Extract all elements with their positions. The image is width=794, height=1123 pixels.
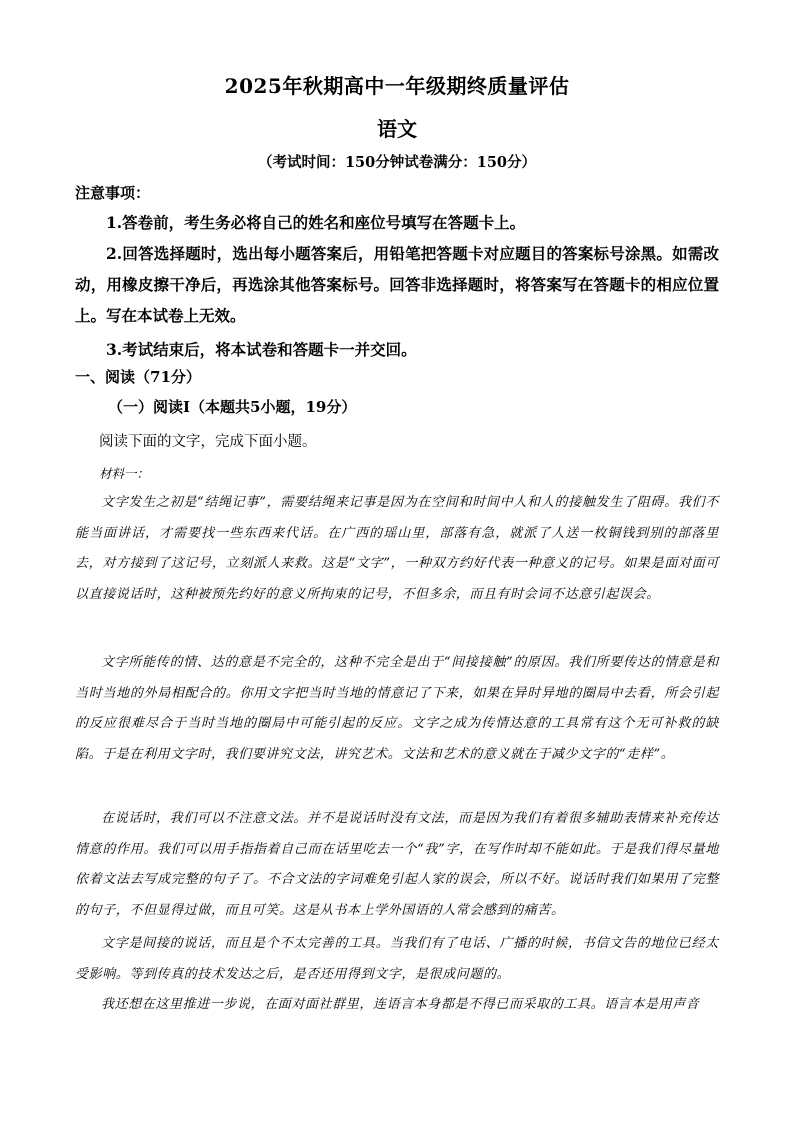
article-paragraph-5-block (75, 990, 719, 1042)
subject-title: 语文 (377, 117, 417, 141)
article-paragraph-3-block (75, 804, 719, 926)
article-paragraph: 我还想在这里推进一步说，在面对面社群里，连语言本身都是不得已而采取的工具。语言本是用声音 (101, 997, 700, 1012)
article-paragraph: 在说话时，我们可以不注意文法。并不是说话时没有文法，而是因为我们有着很多辅助表情来补充传达情意的作用。我们可以用手指指着自己而在话里吃去一个“我”字，在写作时却不能如此。于是我们得尽量地依着文法去写成完整的句子了。不合文法的字词难免引起人家的误会，所以不好。说话时我们如果用了完整的句子，不但显得过做，而且可笑。这是从书本上学外国语的人常会感到的痛苦。 (75, 811, 719, 918)
article-paragraph: 文字是间接的说话，而且是个不太完善的工具。当我们有了电话、广播的时候，书信文告的地位已经太受影响。等到传真的技术发达之后，是否还用得到文字，是很成问题的。 (75, 936, 719, 982)
material-label: 材料一： (99, 466, 150, 481)
article-paragraph-2-block (75, 648, 719, 770)
exam-title: 2025年秋期高中一年级期终质量评估 (224, 74, 570, 98)
notice-item-2-block (75, 238, 719, 331)
notice-item-3-block (75, 334, 719, 365)
notice-item: 3.考试结束后，将本试卷和答题卡一并交回。 (106, 340, 417, 359)
notice-item: 1.答卷前，考生务必将自己的姓名和座位号填写在答题卡上。 (106, 213, 526, 232)
notice-item-1-block (75, 207, 719, 238)
article-paragraph: 文字发生之初是“结绳记事”，需要结绳来记事是因为在空间和时间中人和人的接触发生了阻碍。我们不能当面讲话，才需要找一些东西来代话。在广西的瑶山里，部落有急，就派了人送一枚铜钱到别的部落里去，对方接到了这记号，立刻派人来救。这是“文字”，一种双方约好代表一种意义的记号。如果是面对面可以直接说话时，这种被预先约好的意义所拘束的记号，不但多余，而且有时会词不达意引起误会。 (75, 495, 719, 602)
article-paragraph-4-block (75, 929, 719, 990)
section-heading: 一、阅读（71分） (75, 368, 201, 386)
subsection-heading: （一）阅读Ⅰ（本题共5小题，19分） (108, 398, 357, 416)
article-paragraph-1-block (75, 488, 719, 610)
article-paragraph: 文字所能传的情、达的意是不完全的，这种不完全是出于“间接接触”的原因。我们所要传达的情意是和当时当地的外局相配合的。你用文字把当时当地的情意记了下来，如果在异时异地的圈局中去看，所会引起的反应很难尽合于当时当地的圈局中可能引起的反应。文字之成为传情达意的工具常有这个无可补救的缺陷。于是在利用文字时，我们要讲究文法，讲究艺术。文法和艺术的意义就在于减少文字的“走样”。 (75, 655, 719, 762)
reading-instruction: 阅读下面的文字，完成下面小题。 (99, 434, 317, 450)
exam-info: （考试时间：150分钟试卷满分：150分） (257, 154, 537, 171)
notice-heading: 注意事项： (75, 184, 151, 202)
notice-item: 2.回答选择题时，选出每小题答案后，用铅笔把答题卡对应题目的答案标号涂黑。如需改动，用橡皮擦干净后，再选涂其他答案标号。回答非选择题时，将答案写在答题卡的相应位置上。写在本试卷上无效。 (75, 244, 719, 325)
